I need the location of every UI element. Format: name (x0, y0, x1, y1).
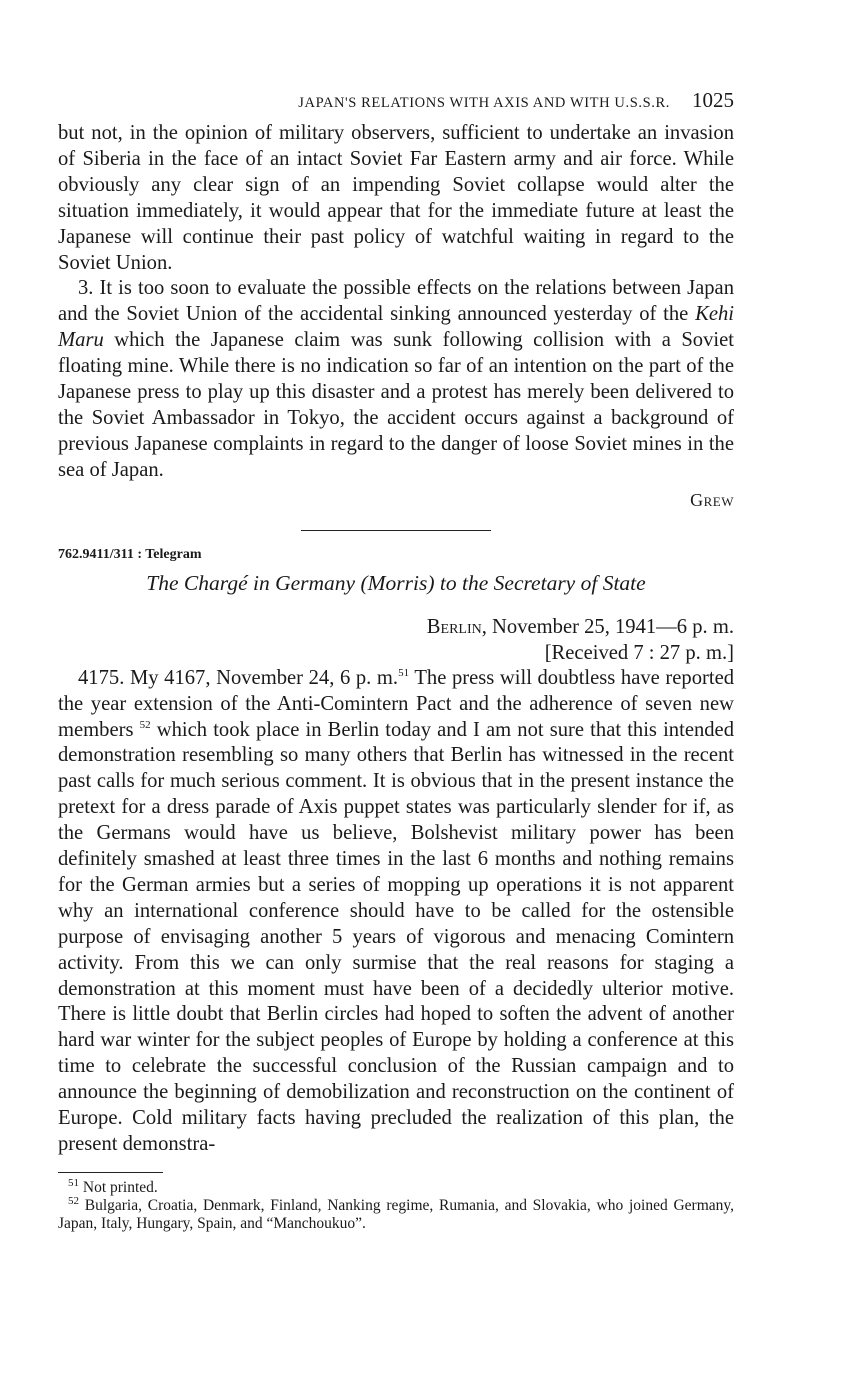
dateline-date: November 25, 1941—6 p. m. (486, 615, 734, 638)
ship-name: Kehi Maru (58, 303, 734, 352)
running-title: JAPAN'S RELATIONS WITH AXIS AND WITH U.S.S.R. (298, 95, 670, 111)
footnote-51 (58, 1176, 734, 1197)
footnote-51-text: Not printed. (79, 1178, 158, 1196)
document-title (58, 571, 734, 596)
footnote-52 (58, 1194, 734, 1233)
paragraph-3-start: 3. It is too soon to evaluate the possible effects on the relations between Japan and the Soviet Union of the accidental sinking announced yesterday of the (58, 277, 734, 326)
file-number: 762.9411/311 : Telegram (58, 546, 202, 562)
telegram-body-rest: which took place in Berlin today and I am not sure that this intended demonstration resembling so many others that Berlin has witnessed in the recent past calls for much serious comment. It is obvious that in the present instance the pretext for a dress parade of Axis puppet states was particularly slender for if, as the Germans would have us believe, Bolshevist military power has been definitely smashed at least three times in the last 6 months and nothing remains for the German armies but a series of mopping up operations it is not apparent why an international conference should have to be called for the ostensible purpose of envisaging another 5 years of vigorous and menacing Comintern activity. From this we can only surmise that the real reasons for staging a demonstration at this moment must have been of a decidedly ulterior motive. There is little doubt that Berlin circles had hoped to soften the advent of another hard war winter for the subject peoples of Europe by holding a conference at this time to celebrate the successful conclusion of the Russian campaign and to announce the beginning of demobilization and reconstruction on the continent of Europe. Cold military facts having precluded the realization of this plan, the present demonstra- (58, 718, 734, 1155)
signature: Grew (690, 489, 734, 510)
footnote-ref-51: 51 (398, 666, 410, 679)
title-name: Morris (367, 570, 428, 595)
document-page (58, 88, 734, 1233)
title-part-2: ) to the Secretary of State (427, 570, 646, 595)
paragraph-3 (58, 276, 734, 483)
footnote-52-text: Bulgaria, Croatia, Denmark, Finland, Nanking regime, Rumania, and Slovakia, who joined Germany, Japan, Italy, Hungary, Spain, and “Manchoukuo”. (58, 1196, 734, 1232)
section-divider (301, 530, 491, 531)
dateline-place: Berlin, (426, 615, 487, 638)
footnote-52-number: 52 (68, 1194, 79, 1207)
telegram-body (58, 666, 734, 1158)
telegram-body-mid: The press will doubtless have reported the year extension of the Anti-Comintern Pact and the adherence of seven new members (58, 666, 735, 741)
telegram-body-start: 4175. My 4167, November 24, 6 p. m. (78, 666, 399, 689)
received-line: [Received 7 : 27 p. m.] (544, 641, 734, 664)
footnote-divider (58, 1172, 163, 1173)
paragraph-3-end: which the Japanese claim was sunk following collision with a Soviet floating mine. While there is no indication so far of an intention on the part of the Japanese press to play up this disaster and a protest has merely been delivered to the Soviet Ambassador in Tokyo, the accident occurs against a background of previous Japanese complaints in regard to the danger of loose Soviet mines in the sea of Japan. (58, 329, 734, 481)
page-number: 1025 (692, 88, 734, 112)
dateline (58, 614, 734, 640)
footnote-51-number: 51 (68, 1176, 79, 1189)
paragraph-continued: but not, in the opinion of military observers, sufficient to undertake an invasion of Siberia in the face of an intact Soviet Far Eastern army and air force. While obviously any clear sign of an impending Soviet collapse would alter the situation immediately, it would appear that for the immediate future at least the Japanese will continue their past policy of watchful waiting in regard to the Soviet Union. (58, 122, 734, 274)
title-part-1: The Chargé in Germany ( (146, 570, 368, 595)
running-header (58, 88, 734, 113)
footnote-ref-52: 52 (139, 718, 151, 731)
